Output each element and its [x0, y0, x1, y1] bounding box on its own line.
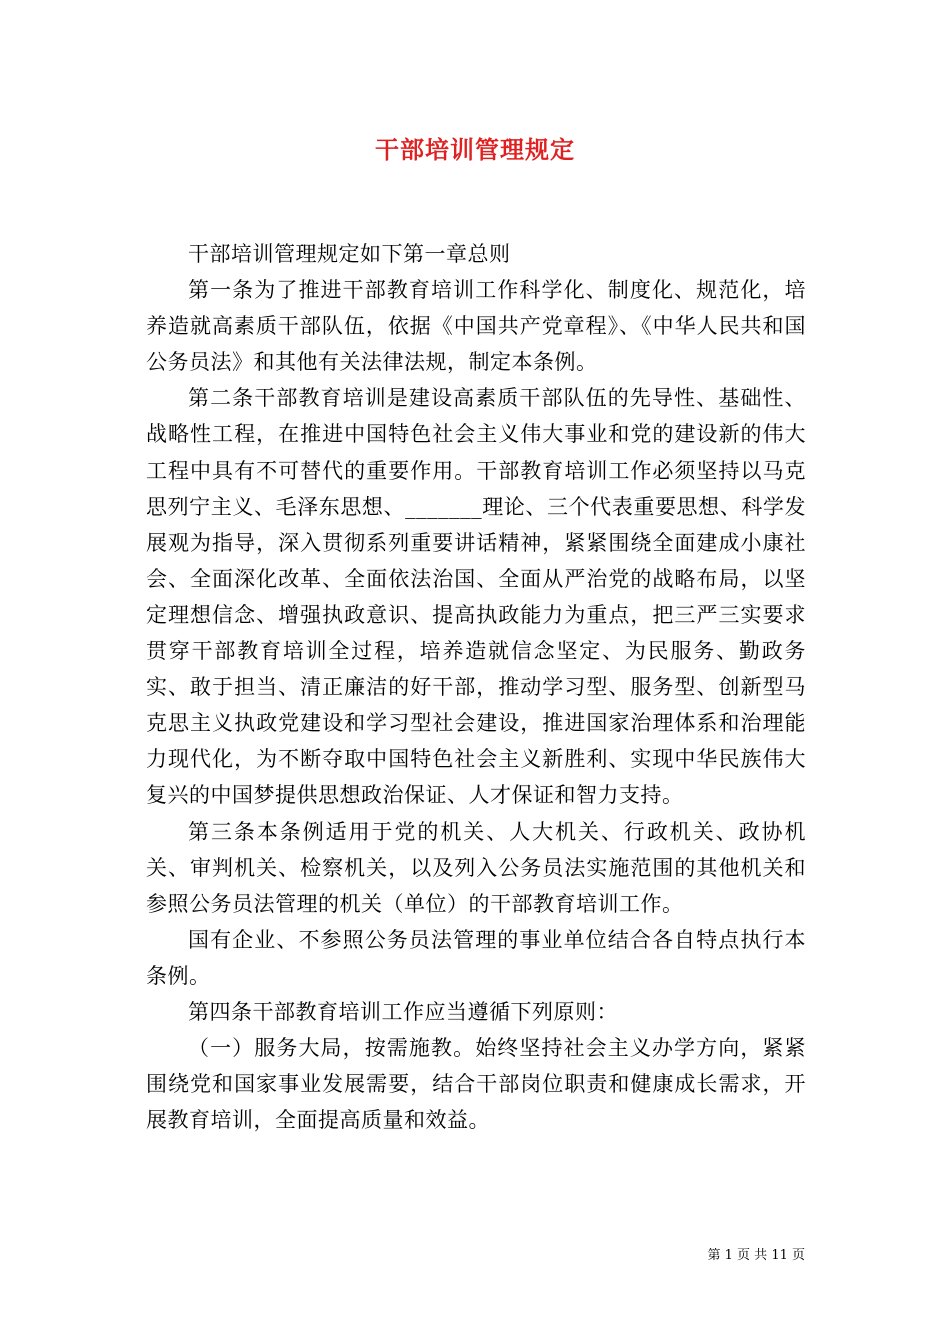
- paragraph-article-3: 第三条本条例适用于党的机关、人大机关、行政机关、政协机关、审判机关、检察机关，以及列入公务员法实施范围的其他机关和参照公务员法管理的机关（单位）的干部教育培训工作。: [146, 819, 806, 916]
- paragraph-principle-1: （一）服务大局，按需施教。始终坚持社会主义办学方向，紧紧围绕党和国家事业发展需要，结合干部岗位职责和健康成长需求，开展教育培训，全面提高质量和效益。: [146, 1036, 806, 1133]
- document-title: 干部培训管理规定: [375, 135, 575, 164]
- paragraph-article-1: 第一条为了推进干部教育培训工作科学化、制度化、规范化，培养造就高素质干部队伍，依据《中国共产党章程》、《中华人民共和国公务员法》和其他有关法律法规，制定本条例。: [146, 278, 806, 375]
- document-body: [146, 236, 806, 1138]
- paragraph-intro: 干部培训管理规定如下第一章总则: [188, 242, 511, 266]
- paragraph-article-2: 第二条干部教育培训是建设高素质干部队伍的先导性、基础性、战略性工程，在推进中国特色社会主义伟大事业和党的建设新的伟大工程中具有不可替代的重要作用。干部教育培训工作必须坚持以马克思列宁主义、毛泽东思想、_______理论、三个代表重要思想、科学发展观为指导，深入贯彻系列重要讲话精神，紧紧围绕全面建成小康社会、全面深化改革、全面依法治国、全面从严治党的战略布局，以坚定理想信念、增强执政意识、提高执政能力为重点，把三严三实要求贯穿干部教育培训全过程，培养造就信念坚定、为民服务、勤政务实、敢于担当、清正廉洁的好干部，推动学习型、服务型、创新型马克思主义执政党建设和学习型社会建设，推进国家治理体系和治理能力现代化，为不断夺取中国特色社会主义新胜利、实现中华民族伟大复兴的中国梦提供思想政治保证、人才保证和智力支持。: [146, 386, 806, 808]
- page-number-footer: 第 1 页 共 11 页: [707, 1248, 805, 1263]
- paragraph-article-4: 第四条干部教育培训工作应当遵循下列原则：: [188, 999, 618, 1024]
- paragraph-article-3-note: 国有企业、不参照公务员法管理的事业单位结合各自特点执行本条例。: [146, 927, 806, 988]
